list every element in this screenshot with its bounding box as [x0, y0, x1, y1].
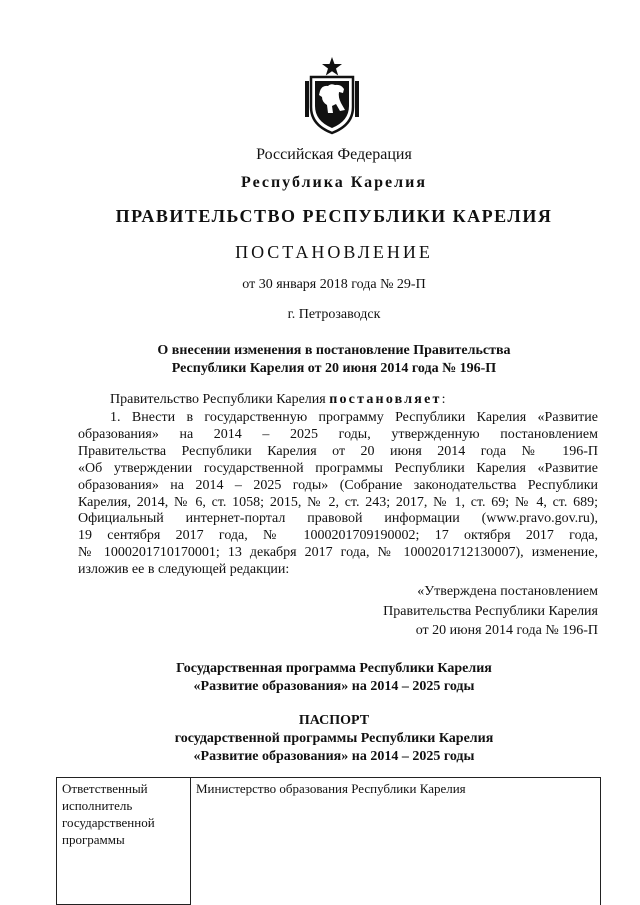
republic-name: Республика Карелия [241, 174, 427, 191]
approval-line: от 20 июня 2014 года № 196-П [415, 623, 598, 638]
intro-verb: постановляет [329, 392, 442, 407]
government-name: ПРАВИТЕЛЬСТВО РЕСПУБЛИКИ КАРЕЛИЯ [115, 206, 553, 226]
city-name: г. Петрозаводск [287, 307, 381, 322]
intro-prefix: Правительство Республики Карелия [110, 392, 330, 407]
passport-heading: ПАСПОРТ [298, 713, 370, 728]
passport-title-line: государственной программы Республики Карелия [174, 731, 494, 746]
program-title-line: «Развитие образования» на 2014 – 2025 годы [193, 679, 475, 694]
subject-line: Республики Карелия от 20 июня 2014 года № 196-П [171, 361, 497, 376]
passport-title [0, 712, 640, 766]
passport-table [56, 777, 601, 905]
cell-line: Ответственный [62, 781, 148, 796]
passport-title-line: «Развитие образования» на 2014 – 2025 годы [193, 749, 475, 764]
approval-line: Правительства Республики Карелия [383, 603, 598, 619]
table-row [57, 778, 601, 905]
approval-block [383, 582, 598, 641]
body-line: 1. Внести в государственную программу Республики Карелия «Развитие [110, 410, 598, 425]
body-line: № 1000201710170001; 13 декабря 2017 года, № 1000201712130007), изменение, [78, 545, 598, 561]
body-line: 19 сентября 2017 года, № 1000201709190002; 17 октября 2017 года, [78, 528, 598, 544]
body-line: изложив ее в следующей редакции: [78, 562, 290, 578]
decree-subject [0, 342, 640, 378]
program-title [0, 660, 640, 696]
body-line: образования» на 2014 – 2025 годы, утвержденную постановлением [78, 426, 598, 442]
table-cell-label [57, 778, 191, 905]
program-title-line: Государственная программа Республики Карелия [176, 661, 492, 676]
coat-of-arms-icon [303, 55, 361, 135]
document-type: ПОСТАНОВЛЕНИЕ [235, 242, 433, 262]
intro-suffix: : [441, 392, 446, 407]
cell-line: исполнитель [62, 798, 133, 813]
approval-line: «Утверждена постановлением [417, 584, 598, 599]
body-line: Официальный интернет-портал правовой информации (www.pravo.gov.ru), [78, 511, 598, 527]
decree-date-number: от 30 января 2018 года № 29-П [242, 277, 426, 292]
body-line: образования» на 2014 – 2025 годы» (Собрание законодательства Республики [78, 477, 598, 493]
body-line: Карелия, 2014, № 6, ст. 1058; 2015, № 2, ст. 243; 2017, № 1, ст. 69; № 4, ст. 689; [78, 494, 598, 510]
body-line: «Об утверждении государственной программы Республики Карелия «Развитие [78, 460, 598, 476]
table-cell-value: Министерство образования Республики Карелия [191, 778, 601, 905]
body-line: Правительства Республики Карелия от 20 июня 2014 года № 196-П [78, 443, 598, 459]
cell-line: программы [62, 832, 125, 847]
federation-name: Российская Федерация [256, 146, 412, 163]
cell-line: государственной [62, 815, 155, 830]
body-paragraph [78, 410, 598, 579]
subject-line: О внесении изменения в постановление Правительства [157, 343, 511, 358]
intro-paragraph [110, 392, 600, 409]
